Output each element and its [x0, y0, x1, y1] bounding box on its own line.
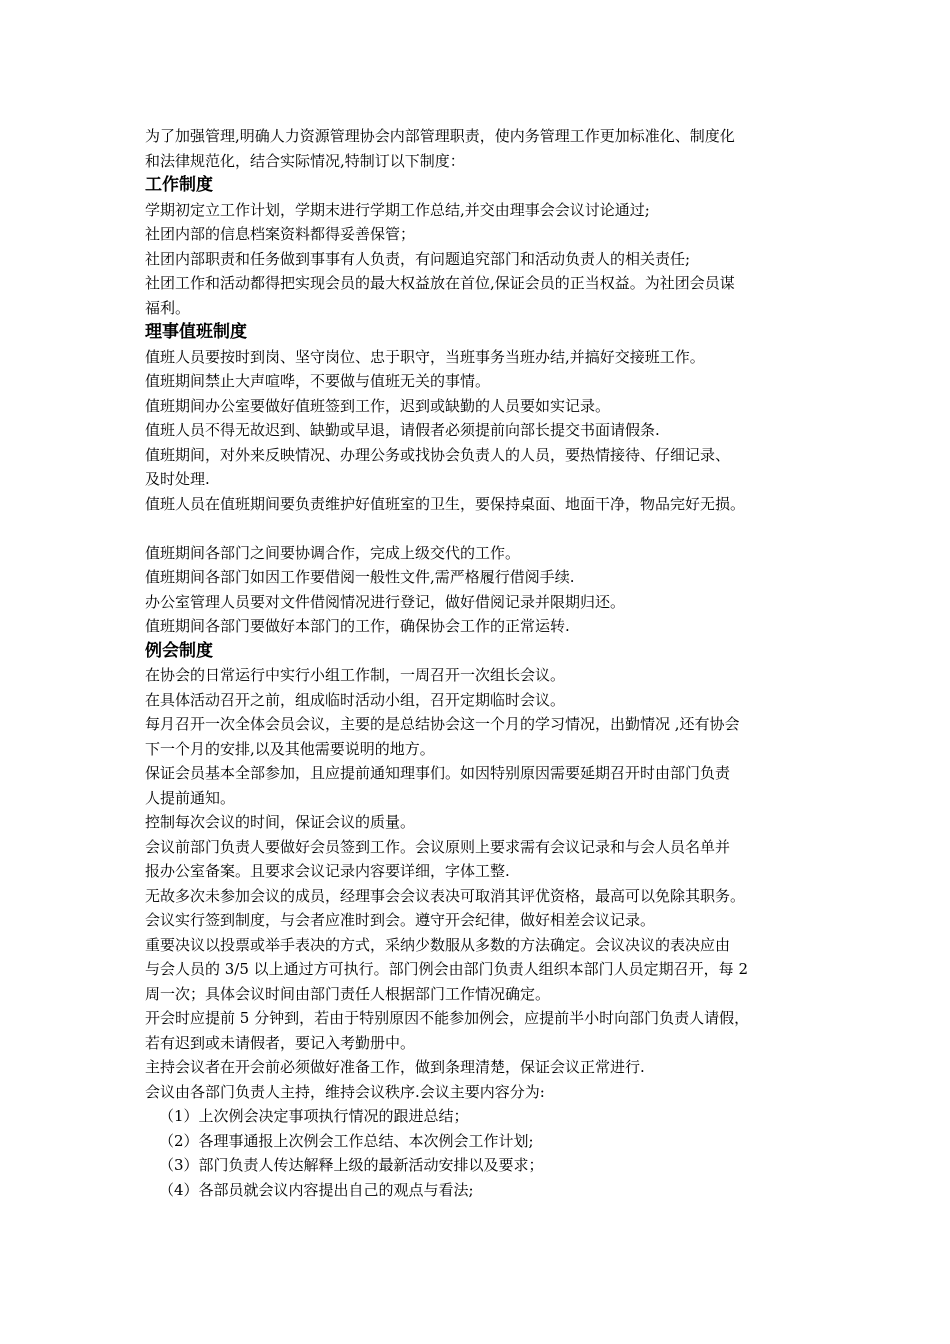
document-page	[145, 124, 810, 1202]
paragraph-line: 值班期间办公室要做好值班签到工作，迟到或缺勤的人员要如实记录。	[145, 396, 611, 415]
paragraph-line: 与会人员的 3/5 以上通过方可执行。部门例会由部门负责人组织本部门人员定期召开，每 2	[145, 960, 748, 978]
intro-line: 为了加强管理,明确人力资源管理协会内部管理职责，使内务管理工作更加标准化、制度化	[145, 127, 735, 145]
paragraph-line: 社团工作和活动都得把实现会员的最大权益放在首位,保证会员的正当权益。为社团会员谋	[145, 274, 735, 292]
paragraph-line: 会议由各部门负责人主持，维持会议秩序.会议主要内容分为:	[145, 1082, 545, 1101]
paragraph-line: 福利。	[145, 298, 191, 317]
paragraph-line: 办公室管理人员要对文件借阅情况进行登记，做好借阅记录并限期归还。	[145, 592, 626, 611]
paragraph-line: 值班期间禁止大声喧哗，不要做与值班无关的事情。	[145, 372, 491, 390]
paragraph-line: 控制每次会议的时间，保证会议的质量。	[145, 813, 416, 831]
paragraph-line: 在协会的日常运行中实行小组工作制，一周召开一次组长会议。	[145, 666, 566, 684]
paragraph-line: 主持会议者在开会前必须做好准备工作，做到条理清楚，保证会议正常进行.	[145, 1058, 645, 1076]
list-item: （2）各理事通报上次例会工作总结、本次例会工作计划;	[159, 1131, 534, 1150]
section-work	[145, 198, 810, 321]
blank-line	[145, 516, 810, 541]
paragraph-line: 在具体活动召开之前，组成临时活动小组，召开定期临时会议。	[145, 690, 566, 709]
paragraph-line: 保证会员基本全部参加，且应提前通知理事们。如因特别原因需要延期召开时由部门负责	[145, 764, 731, 782]
paragraph-line: 学期初定立工作计划，学期末进行学期工作总结,并交由理事会会议讨论通过;	[145, 200, 650, 219]
paragraph-line: 人提前通知。	[145, 788, 236, 807]
paragraph-line: 社团内部的信息档案资料都得妥善保管；	[145, 225, 416, 243]
section-duty	[145, 345, 810, 639]
paragraph-line: 每月召开一次全体会员会议，主要的是总结协会这一个月的学习情况，出勤情况 ,还有协会	[145, 715, 740, 733]
paragraph-line: 重要决议以投票或举手表决的方式，采纳少数服从多数的方法确定。会议决议的表决应由	[145, 935, 731, 954]
paragraph-line: 值班人员在值班期间要负责维护好值班室的卫生，要保持桌面、地面干净，物品完好无损。	[145, 494, 746, 513]
paragraph-line: 无故多次未参加会议的成员，经理事会会议表决可取消其评优资格，最高可以免除其职务。	[145, 886, 746, 905]
list-item: （4）各部员就会议内容提出自己的观点与看法;	[159, 1180, 474, 1199]
section-heading-meeting: 例会制度	[145, 640, 213, 661]
paragraph-line: 周一次；具体会议时间由部门责任人根据部门工作情况确定。	[145, 984, 551, 1003]
paragraph-line: 值班期间各部门要做好本部门的工作，确保协会工作的正常运转.	[145, 617, 570, 635]
paragraph-line: 及时处理.	[145, 470, 210, 488]
intro	[145, 124, 810, 173]
paragraph-line: 值班期间，对外来反映情况、办理公务或找协会负责人的人员，要热情接待、仔细记录、	[145, 445, 731, 464]
paragraph-line: 开会时应提前 5 分钟到，若由于特别原因不能参加例会，应提前半小时向部门负责人请假，	[145, 1009, 750, 1027]
paragraph-line: 值班人员不得无故迟到、缺勤或早退，请假者必须提前向部长提交书面请假条.	[145, 421, 660, 439]
paragraph-line: 会议实行签到制度，与会者应准时到会。遵守开会纪律，做好相差会议记录。	[145, 911, 656, 929]
list-item: （3）部门负责人传达解释上级的最新活动安排以及要求；	[159, 1156, 544, 1174]
section-meeting	[145, 663, 810, 1202]
paragraph-line: 值班期间各部门如因工作要借阅一般性文件,需严格履行借阅手续.	[145, 568, 575, 586]
section-heading-work: 工作制度	[145, 175, 213, 195]
paragraph-line: 下一个月的安排,以及其他需要说明的地方。	[145, 739, 435, 758]
intro-line: 和法律规范化，结合实际情况,特制订以下制度：	[145, 151, 465, 170]
section-heading-duty: 理事值班制度	[145, 322, 247, 342]
list-item: （1）上次例会决定事项执行情况的跟进总结；	[159, 1107, 469, 1125]
paragraph-line: 值班期间各部门之间要协调合作，完成上级交代的工作。	[145, 543, 521, 562]
paragraph-line: 若有迟到或未请假者，要记入考勤册中。	[145, 1033, 416, 1052]
paragraph-line: 报办公室备案。且要求会议记录内容要详细，字体工整.	[145, 862, 510, 880]
paragraph-line: 会议前部门负责人要做好会员签到工作。会议原则上要求需有会议记录和与会人员名单并	[145, 837, 731, 856]
paragraph-line: 社团内部职责和任务做到事事有人负责，有问题追究部门和活动负责人的相关责任;	[145, 249, 691, 268]
paragraph-line: 值班人员要按时到岗、坚守岗位、忠于职守，当班事务当班办结,并搞好交接班工作。	[145, 347, 705, 366]
